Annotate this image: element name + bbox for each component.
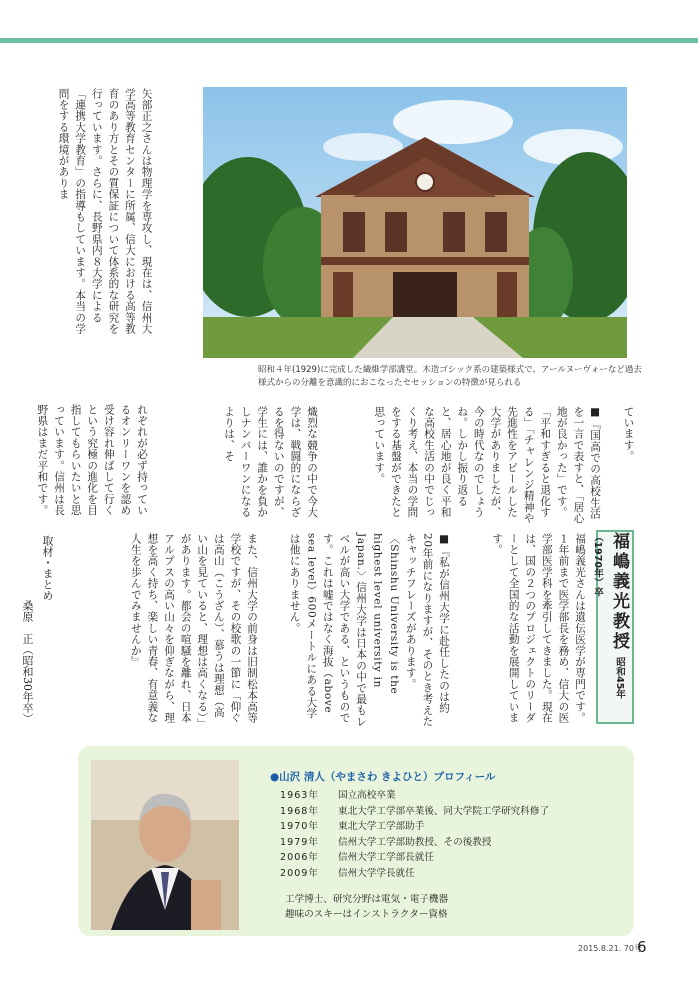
portrait-photo [91, 760, 239, 930]
issue-date: 2015.8.21. 70号 [578, 944, 642, 953]
timeline-row: 1979年 信州大学工学部助教授、その後教授 [280, 836, 492, 848]
timeline-row: 1963年 国立高校卒業 [280, 790, 396, 801]
profile-hobby: 趣味のスキーはインストラクター資格 [285, 909, 448, 920]
building-photo [203, 87, 627, 358]
profile-title: ●山沢 清人（やまさわ きよひと）プロフィール [270, 771, 496, 783]
quote-text-1: ■『国高での高校生活を一言で表すと、「居心地が良かった」です。「平和すぎると退化する」「チャレンジ精神や先進性をアピールした大学がありましたが、今の時代なのでしょうね。しかし振り返ると、居心地が良く平和な高校生活の中でじっくり考え、本当の学問をする基盤ができたと思っています。 [373, 406, 601, 524]
timeline-row: 1970年 東北大学工学部助手 [280, 821, 425, 832]
professor-name-box [592, 530, 634, 724]
timeline-row: 2009年 信州大学学長就任 [280, 867, 415, 879]
page-number: 6 [637, 938, 647, 956]
professor-name: 福嶋義光教授 [609, 532, 629, 652]
quote-text-2: 熾烈な競争の中で今大学は、戦闘的にならざるを得ないのですが、学生には、誰かを負かしナンバーワンになるよりは、そ [223, 406, 318, 518]
q-lead: ています。 [622, 406, 635, 462]
credit [38, 535, 56, 725]
fukushima-quote: ■『私が信州大学に赴任したのは約20年前になりますが、そのとき考えたキャッチフレーズがあります。〈Shinshu University is the highest level university in Japan.〉信州大学は日本の中で最もレベルが高い大学である、というものです。これは嘘ではなく海抜（above sea level）600メートルにある大学は他にありません。 [288, 533, 450, 728]
profile-research: 工学博士、研究分野は電気・電子機器 [285, 894, 449, 905]
intro-text: 矢部正之さんは物理学を専攻し、現在は、信州大学高等教育センターに所属、信大における高等教育のあり方とその質保証について体系的な研究を行っています。さらに、長野県内８大学による「連携大学教育」の指導もしています。本当の学問をする環境がありま [57, 88, 153, 335]
profile-timeline [280, 788, 549, 881]
credit-label: 取材・まとめ [41, 535, 54, 601]
header-rule [0, 38, 698, 43]
timeline-row: 1968年 東北大学工学部卒業後、同大学院工学研究科修了 [280, 805, 550, 817]
professor-year: 昭和45年（1970年）卒 [592, 532, 625, 699]
fukushima-quote-2: また、信州大学の前身は旧制松本高等学校ですが、その校歌の一節に「仰ぐは高山（こうざん）、慕うは理想（高い山を見ていると、理想は高くなる）」があります。都会の喧騒を離れ、日本アルプスの高い山々を仰ぎながら、理想を高く持ち、楽しい青春、有意義な人生を歩んでみませんか』 [129, 533, 258, 724]
credit-name: 桑原 正（昭和30年卒） [21, 600, 34, 724]
intro-text-3: れぞれが必ず持っているオンリーワンを認め受け容れ伸ばして行くという究極の進化を目指してもらいたいと思っています。信州は長野県はまだ平和です。 [36, 404, 148, 516]
timeline-row: 2006年 信州大学工学部長就任 [280, 852, 434, 863]
profile-extra [285, 892, 448, 922]
photo-caption: 昭和４年(1929)に完成した繊維学部講堂。木造ゴシック系の建築様式で、アールヌーヴォーなど過去様式からの分離を意識的におこなったセセッションの特徴が見られる [258, 365, 642, 388]
fukushima-intro: 福嶋義光さんは遺伝医学が専門です。１年前まで医学部長を務め、信大の医学部医学科を牽引してきました。現在は、国の２つのプロジェクトのリーダーとして全国的な活動を展開しています。 [491, 533, 586, 724]
